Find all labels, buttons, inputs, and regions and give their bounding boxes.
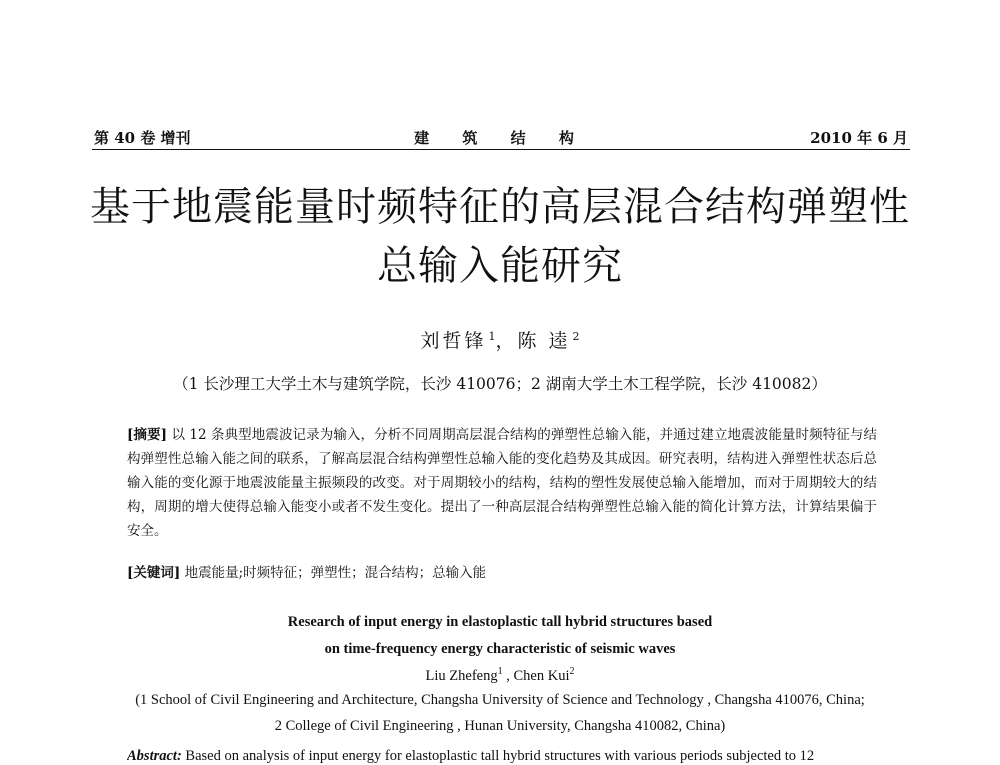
author-cn-2-affil: 2 (572, 329, 580, 343)
authors-cn (0, 326, 1000, 353)
author-en-2-affil: 2 (569, 666, 575, 677)
abstract-en (127, 748, 887, 765)
abstract-cn-text: 以 12 条典型地震波记录为输入，分析不同周期高层混合结构的弹塑性总输入能，并通过建立地震波能量时频特征与结构弹塑性总输入能之间的联系，了解高层混合结构弹塑性总输入能的变化趋势及其成因。研究表明，结构进入弹塑性状态后总输入能的变化源于地震波能量主振频段的改变。对于周期较小的结构，结构的塑性发展使总输入能增加，而对于周期较大的结构，周期的增大使得总输入能变小或者不发生变化。提出了一种高层混合结构弹塑性总输入能的简化计算方法，计算结果偏于安全。 (127, 427, 877, 539)
title-cn-line2: 总输入能研究 (377, 243, 623, 289)
abstract-cn (127, 423, 877, 543)
keywords-cn-text: 地震能量;时频特征；弹塑性；混合结构；总输入能 (180, 565, 487, 581)
title-en-line2: on time-frequency energy characteristic of seismic waves (324, 641, 676, 657)
abstract-cn-label: [摘要] (127, 427, 168, 443)
title-cn-line1: 基于地震能量时频特征的高层混合结构弹塑性 (90, 184, 910, 230)
author-cn-1: 刘哲锋 (420, 330, 487, 352)
author-cn-2: 陈 逵 (517, 330, 571, 352)
author-cn-1-affil: 1 (488, 329, 496, 343)
affiliation-cn: （1 长沙理工大学土木与建筑学院，长沙 410076；2 湖南大学土木工程学院，长沙 410082） (173, 375, 827, 393)
volume-issue: 第 40 卷 增刊 (94, 129, 191, 147)
author-separator: ， (495, 330, 518, 352)
abstract-en-text: Based on analysis of input energy for elastoplastic tall hybrid structures with various periods subjected to 12 (181, 748, 815, 764)
keywords-cn (127, 561, 877, 585)
authors-en (0, 666, 1000, 685)
title-en-line1: Research of input energy in elastoplastic tall hybrid structures based (287, 614, 713, 630)
abstract-en-label: Abstract: (127, 748, 182, 764)
author-en-1: Liu Zhefeng (425, 667, 498, 684)
author-en-2: Chen Kui (513, 667, 570, 684)
publication-date: 2010 年 6 月 (810, 129, 908, 147)
journal-name: 建 筑 结 构 (414, 129, 588, 147)
affiliation-en-line2: 2 College of Civil Engineering , Hunan University, Changsha 410082, China) (274, 718, 726, 734)
keywords-cn-label: [关键词] (127, 565, 181, 581)
author-en-separator: , (502, 667, 514, 684)
running-header (92, 127, 910, 150)
affiliation-en-line1: (1 School of Civil Engineering and Architecture, Changsha University of Science and Technology , Changsha 410076, China; (135, 692, 865, 708)
author-en-1-affil: 1 (497, 666, 503, 677)
